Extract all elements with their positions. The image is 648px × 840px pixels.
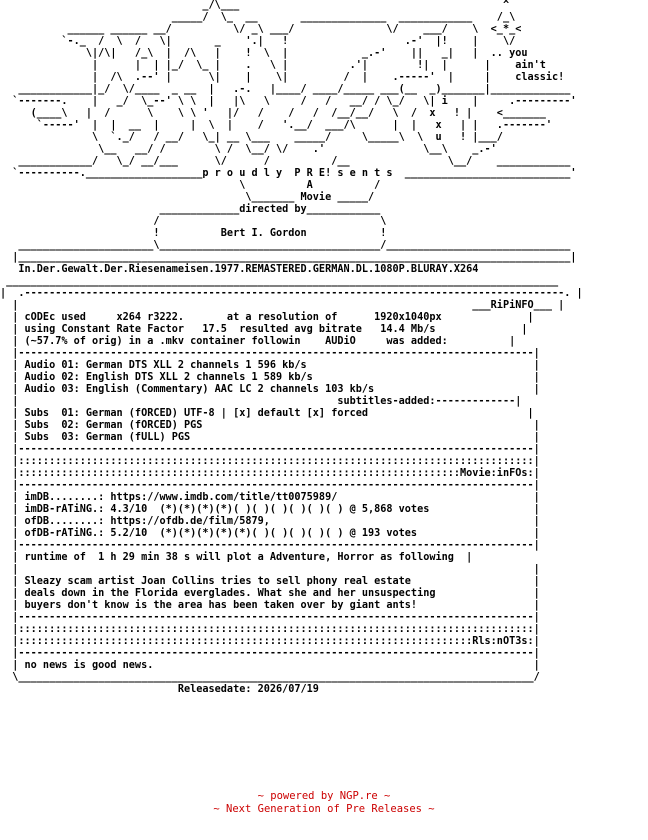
- nfo-line: / \: [0, 216, 387, 227]
- nfo-line: `-------. | _/ \_--' \ \ | |\ \ / / __/ / \_/ \| i | .---------': [0, 96, 577, 107]
- nfo-line: In.Der.Gewalt.Der.Riesenameisen.1977.REMASTERED.GERMAN.DL.1080P.BLURAY.X264: [0, 264, 479, 275]
- nfo-line: | imDB-rATiNG.: 4.3/10 (*)(*)(*)(*)( )( )( )( )( )( ) @ 5,868 votes |: [0, 504, 540, 515]
- nfo-line: `-----' | | __ | | \ | / '.__/ ___/\ | | x | | .-------': [0, 120, 553, 131]
- nfo-line: | Subs 02: German (fORCED) PGS |: [0, 420, 540, 431]
- nfo-line: ____________/ \_/ __/___ \/ / /__ \__/ ____________: [0, 156, 571, 167]
- tagline-line: [0, 803, 648, 815]
- nfo-line: _____________directed by____________: [0, 204, 381, 215]
- nfo-line: | Sleazy scam artist Joan Collins tries to sell phony real estate |: [0, 576, 540, 587]
- nfo-line: | (~57.7% of orig) in a .mkv container followin AUDiO was added: |: [0, 336, 516, 347]
- nfo-line: ______________________\____________________________________/______________________________: [0, 240, 571, 251]
- powered-by-text: powered by: [270, 790, 340, 802]
- nfo-line: | | | |_/ \_ | . \ | .'| !| | | ain't: [0, 60, 546, 71]
- nfo-line: |__________________________________________________________________________________________|: [0, 252, 577, 263]
- nfo-line: |------------------------------------------------------------------------------------|: [0, 540, 540, 551]
- nfo-line: | runtime of 1 h 29 min 38 s will plot a Adventure, Horror as following |: [0, 552, 473, 563]
- nfo-line: \|/\| /_\ | /\ | ! \ | _.-' || _| | .. you: [0, 48, 528, 59]
- nfo-line: |------------------------------------------------------------------------------------|: [0, 612, 540, 623]
- nfo-line: | cODEc used x264 r3222. at a resolution of 1920x1040px |: [0, 312, 534, 323]
- nfo-line: | Subs 01: German (fORCED) UTF-8 | [x] default [x] forced |: [0, 408, 534, 419]
- nfo-line: | deals down in the Florida everglades. What she and her unsuspecting |: [0, 588, 540, 599]
- nfo-line: | /\ .--' | \| | \| / | .-----' | | classic!: [0, 72, 565, 83]
- tilde-left: ~: [257, 790, 271, 802]
- nfo-line: | imDB........: https://www.imdb.com/title/tt0075989/ |: [0, 492, 540, 503]
- nfo-line: | Audio 01: German DTS XLL 2 channels 1 596 kb/s |: [0, 360, 540, 371]
- nfo-line: __________________________________________________________________________________________: [0, 276, 559, 287]
- nfo-line: |::::::::::::::::::::::::::::::::::::::::::::::::::::::::::::::::::::::::Movie:inFOs:|: [0, 468, 540, 479]
- nfo-line: ______ ______ __/ \/ _\ ___/ \/ ___/ \ <_*_<: [0, 24, 522, 35]
- nfo-line: |::::::::::::::::::::::::::::::::::::::::::::::::::::::::::::::::::::::::::::::::::::|: [0, 456, 540, 467]
- nfo-line: _/\___ ^: [0, 0, 510, 11]
- nfo-line: |::::::::::::::::::::::::::::::::::::::::::::::::::::::::::::::::::::::::::::::::::::|: [0, 624, 540, 635]
- nfo-line: |------------------------------------------------------------------------------------|: [0, 648, 540, 659]
- nfo-line: _____/ \_ __ ______________ ____________ /_\: [0, 12, 516, 23]
- tagline-text: Next Generation of Pre Releases: [226, 803, 422, 815]
- nfo-line: |::::::::::::::::::::::::::::::::::::::::::::::::::::::::::::::::::::::::::Rls:nOT3s:|: [0, 636, 540, 647]
- nfo-line: ____________|_/ \/____ _ __ | .-. |____/ ____/_____ ___(__ _)_______|_____________: [0, 84, 571, 95]
- nfo-line: `-._ / \ / \| _ '.| ! .-' |! | \/: [0, 36, 516, 47]
- tilde-right: ~: [421, 803, 435, 815]
- nfo-line: | ___RiPiNFO___ |: [0, 300, 565, 311]
- nfo-line: | Audio 03: English (Commentary) AAC LC 2 channels 103 kb/s |: [0, 384, 540, 395]
- nfo-line: |------------------------------------------------------------------------------------|: [0, 480, 540, 491]
- nfo-line: | Audio 02: English DTS XLL 2 channels 1 589 kb/s |: [0, 372, 540, 383]
- nfo-line: |------------------------------------------------------------------------------------|: [0, 348, 540, 359]
- nfo-line: | ofDB........: https://ofdb.de/film/5879, |: [0, 516, 540, 527]
- tilde-left: ~: [213, 803, 227, 815]
- nfo-line: | using Constant Rate Factor 17.5 resulted avg bitrate 14.4 Mb/s |: [0, 324, 528, 335]
- nfo-line: \__ __/ / \ / \__/ \/ .' \__\ _.-': [0, 144, 497, 155]
- tilde-right: ~: [377, 790, 391, 802]
- nfo-line: | Subs 03: German (fULL) PGS |: [0, 432, 540, 443]
- nfo-line: | subtitles-added:-------------|: [0, 396, 522, 407]
- nfo-line: | no news is good news. |: [0, 660, 540, 671]
- nfo-line: | buyers don't know is the area has been taken over by giant ants! |: [0, 600, 540, 611]
- nfo-line: | |: [0, 564, 540, 575]
- nfo-line: (____\ | / \ \ \ ' |/ / / / /__/__/ \ / x ! | <_______: [0, 108, 546, 119]
- nfo-line: \ `._/ / __/ \_| __ \___ _____/ \_____\ \ u ! |___/: [0, 132, 503, 143]
- nfo-line: \ A /: [0, 180, 381, 191]
- nfo-line: |------------------------------------------------------------------------------------|: [0, 444, 540, 455]
- nfo-line: ! Bert I. Gordon !: [0, 228, 387, 239]
- nfo-line: Releasedate: 2026/07/19: [0, 684, 319, 695]
- nfo-line: `----------.___________________p r o u d l y P R E! s e n t s ___________________________': [0, 168, 577, 179]
- nfo-line: \____________________________________________________________________________________/: [0, 672, 540, 683]
- powered-by-line: [0, 790, 648, 802]
- nfo-line: | ofDB-rATiNG.: 5.2/10 (*)(*)(*)(*)(*)( )( )( )( )( ) @ 193 votes |: [0, 528, 540, 539]
- nfo-line: | .----------------------------------------------------------------------------------------. |: [0, 288, 583, 299]
- ngp-link[interactable]: NGP.re: [339, 790, 378, 802]
- nfo-line: \_______ Movie _____/: [0, 192, 375, 203]
